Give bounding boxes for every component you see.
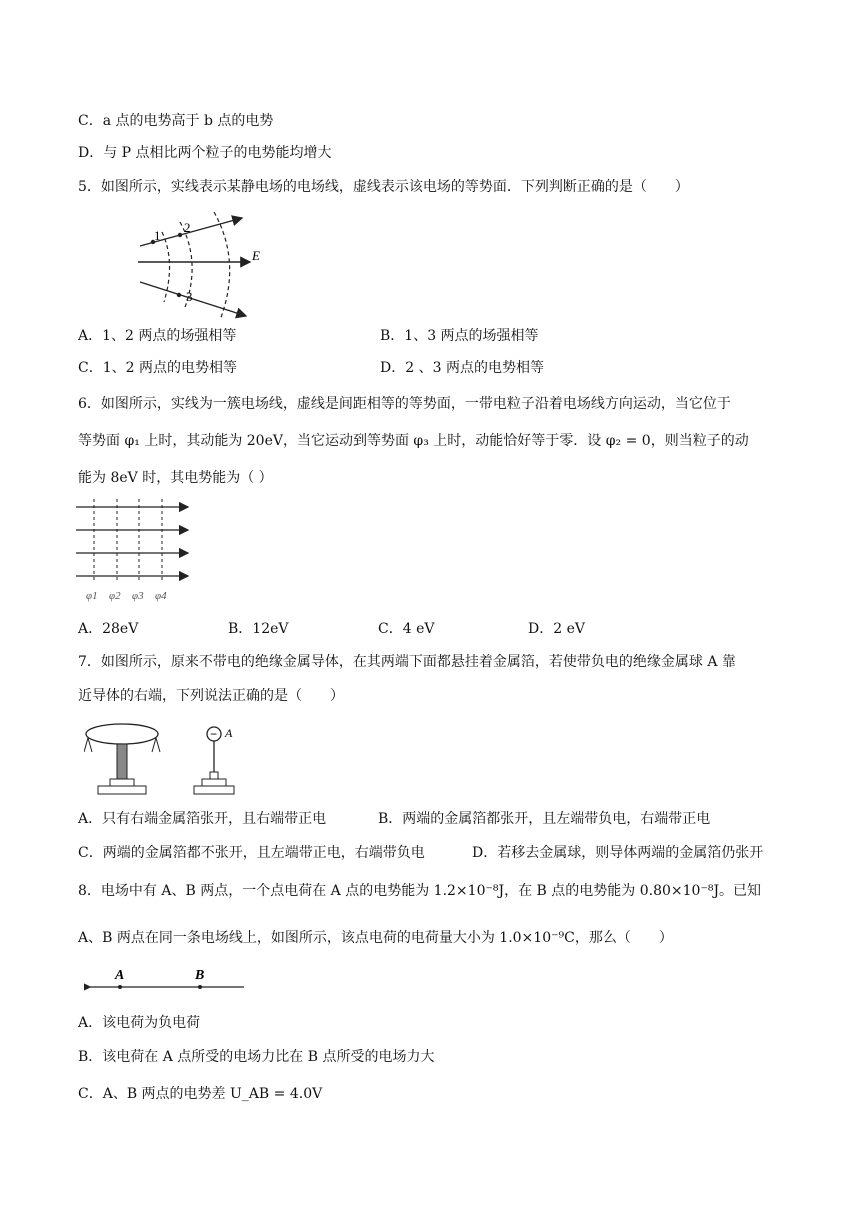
q6-option-b: B．12eV	[228, 621, 289, 637]
point-A-label: A	[115, 968, 125, 983]
q8-stem-line2: A、B 两点在同一条电场线上，如图所示，该点电荷的电荷量大小为 1.0×10⁻⁹C，那么（ ）	[78, 930, 673, 946]
field-line-bottom	[140, 282, 246, 316]
q7-option-c: C．两端的金属箔都不张开，且左端带正电，右端带负电	[78, 845, 425, 861]
q5-option-a: A．1、2 两点的场强相等	[78, 328, 237, 344]
q5-field-figure	[130, 204, 270, 324]
point-1-label: 1	[154, 228, 161, 243]
point-B-label: B	[195, 968, 205, 983]
point-3-label: 3	[186, 289, 193, 304]
phi1-label: φ1	[86, 590, 98, 602]
q8-option-b: B．该电荷在 A 点所受的电场力比在 B 点所受的电场力大	[78, 1049, 435, 1065]
q5-option-c: C．1、2 两点的电势相等	[78, 360, 237, 376]
q5-option-d: D．2 、3 两点的电势相等	[380, 360, 544, 376]
q7-option-b: B．两端的金属箔都张开，且左端带负电，右端带正电	[378, 811, 711, 827]
q6-stem-line2: 等势面 φ₁ 上时，其动能为 20eV，当它运动到等势面 φ₃ 上时，动能恰好等于零．设 φ₂ = 0，则当粒子的动	[78, 433, 749, 449]
q7-option-d: D．若移去金属球，则导体两端的金属箔仍张开	[472, 845, 764, 861]
minus-sign: −	[210, 727, 218, 741]
q6-option-a: A．28eV	[78, 621, 139, 637]
point-2-label: 2	[184, 220, 191, 235]
q8-option-c: C．A、B 两点的电势差 U_AB = 4.0V	[78, 1086, 323, 1102]
field-E-label: E	[252, 248, 260, 263]
q6-option-c: C．4 eV	[378, 621, 435, 637]
q8-stem-line1: 8．电场中有 A、B 两点，一个点电荷在 A 点的电势能为 1.2×10⁻⁸J，在 B 点的电势能为 0.80×10⁻⁸J。已知	[78, 883, 762, 899]
phi3-label: φ3	[132, 590, 144, 602]
q6-option-d: D．2 eV	[528, 621, 585, 637]
q8-option-a: A．该电荷为负电荷	[78, 1015, 201, 1031]
phi4-label: φ4	[155, 590, 167, 602]
q7-stem-line2: 近导体的右端，下列说法正确的是（ ）	[78, 688, 344, 704]
q6-field-figure	[72, 497, 202, 607]
q4-option-d: D．与 P 点相比两个粒子的电势能均增大	[78, 145, 332, 161]
q7-option-a: A．只有右端金属箔张开，且右端带正电	[78, 811, 327, 827]
equipotential-3	[214, 212, 230, 320]
q8-field-line-figure	[84, 962, 249, 1002]
q6-stem-line3: 能为 8eV 时，其电势能为（ ）	[78, 470, 273, 486]
q7-conductor-figure	[84, 720, 254, 800]
q5-option-b: B．1、3 两点的场强相等	[380, 328, 539, 344]
ball-A-label: A	[225, 726, 233, 740]
q4-option-c: C．a 点的电势高于 b 点的电势	[78, 113, 274, 129]
q5-stem: 5．如图所示，实线表示某静电场的电场线，虚线表示该电场的等势面．下列判断正确的是（ ）	[78, 179, 689, 195]
q6-stem-line1: 6．如图所示，实线为一簇电场线，虚线是间距相等的等势面，一带电粒子沿着电场线方向运动，当它位于	[78, 396, 731, 412]
phi2-label: φ2	[109, 590, 121, 602]
q7-stem-line1: 7．如图所示，原来不带电的绝缘金属导体，在其两端下面都悬挂着金属箔，若使带负电的绝缘金属球 A 靠	[78, 654, 736, 670]
